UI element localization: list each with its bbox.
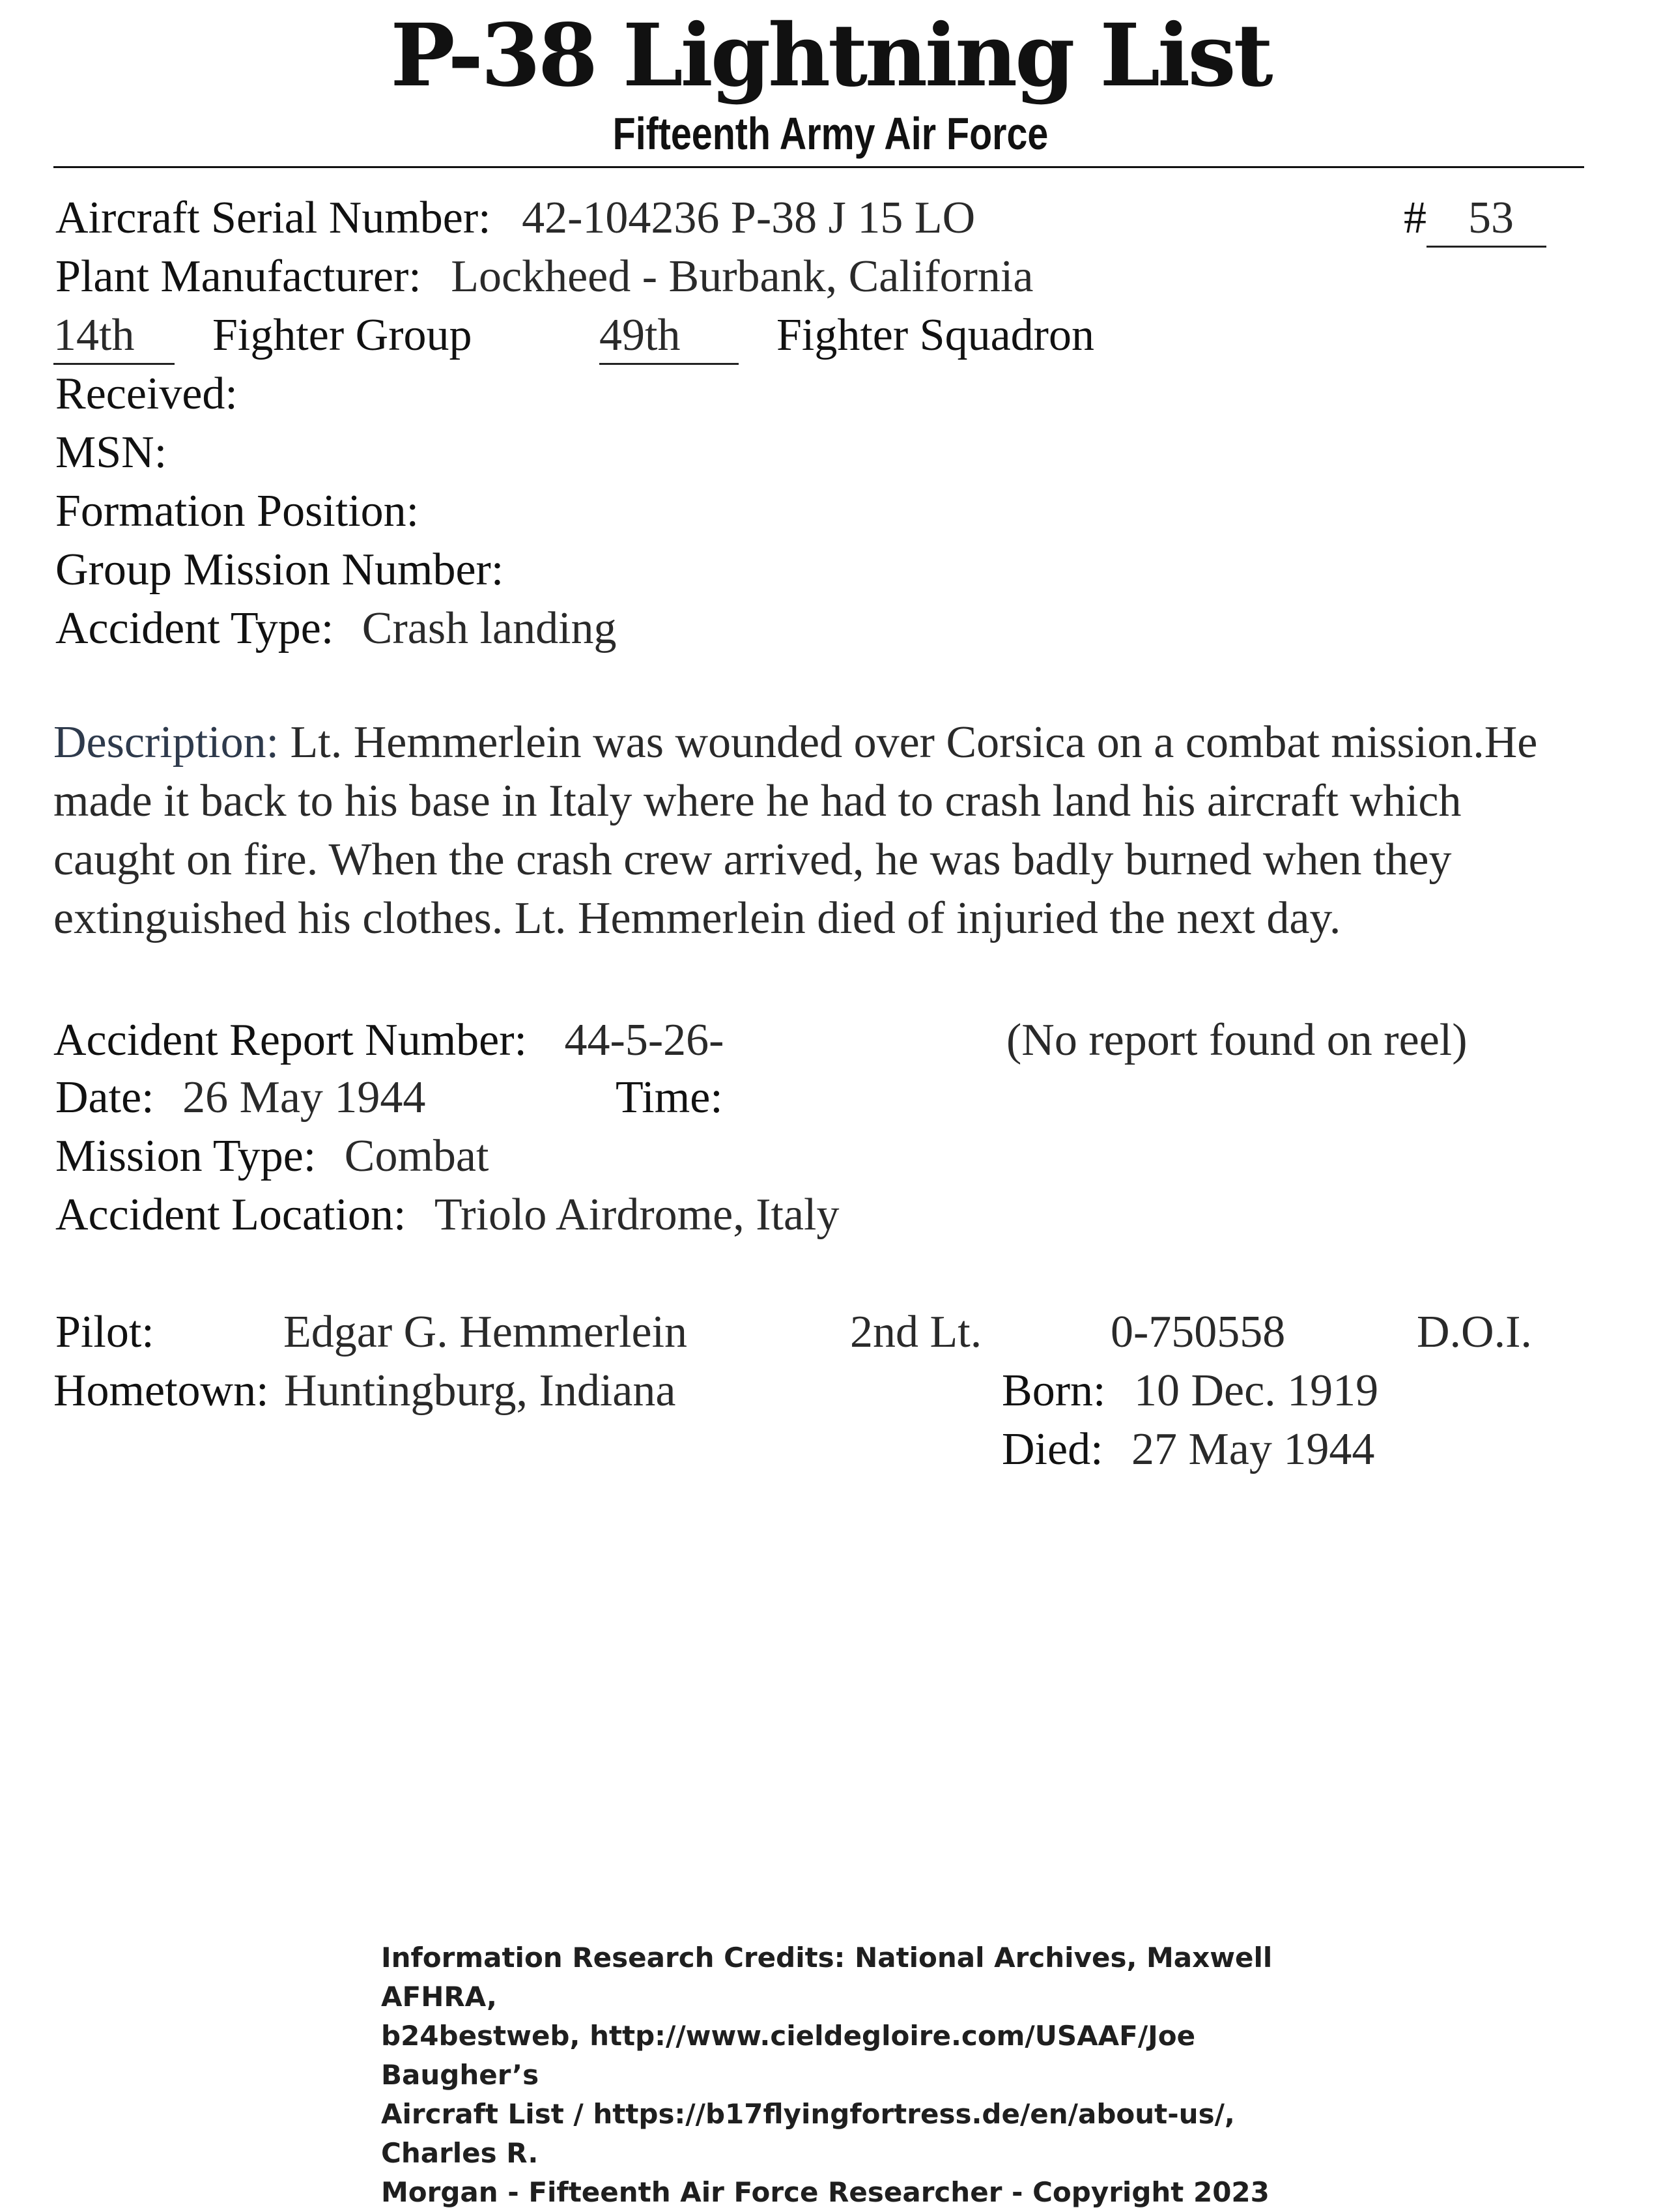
hometown-value: Huntingburg, Indiana (284, 1366, 676, 1416)
mission-type-value: Combat (344, 1131, 489, 1181)
credits-line: Information Research Credits: National Archives, Maxwell AFHRA, (381, 1942, 1273, 2013)
time-label: Time: (616, 1072, 723, 1123)
received-label: Received: (55, 369, 238, 419)
fighter-squadron-label: Fighter Squadron (776, 310, 1094, 360)
record-number (1404, 189, 1546, 248)
born-value: 10 Dec. 1919 (1133, 1366, 1379, 1416)
accident-location-value: Triolo Airdrome, Italy (434, 1190, 840, 1240)
mission-type-row (55, 1127, 489, 1186)
fighter-squadron-value: 49th (599, 308, 739, 365)
serial-value: 42-104236 P-38 J 15 LO (522, 193, 976, 243)
description-label: Description: (53, 717, 279, 768)
page-subtitle: Fifteenth Army Air Force (612, 108, 1049, 159)
died-value: 27 May 1944 (1131, 1424, 1375, 1474)
born-row (1002, 1362, 1378, 1420)
accident-location-label: Accident Location: (55, 1190, 406, 1240)
mission-type-label: Mission Type: (55, 1131, 317, 1181)
date-row (55, 1069, 425, 1127)
squadron-row (599, 306, 1094, 365)
credits-line: Morgan - Fifteenth Air Force Researcher - Copyright 2023 (381, 2176, 1270, 2208)
date-label: Date: (55, 1072, 154, 1123)
credits-line: b24bestweb, http://www.cieldegloire.com/USAAF/Joe Baugher’s (381, 2020, 1196, 2091)
msn-label: MSN: (55, 427, 167, 478)
hometown-row (53, 1362, 675, 1420)
description-text: Lt. Hemmerlein was wounded over Corsica on a combat mission.He made it back to his base in Italy where he had to crash land his aircraft which caught on fire. When the crash crew arrived, he was badly burned when they extinguished his clothes. Lt. Hemmerlein died of injuried the next day. (53, 717, 1538, 943)
report-note: (No report found on reel) (1006, 1015, 1468, 1065)
serial-label: Aircraft Serial Number: (55, 193, 491, 243)
record-number-value: 53 (1427, 191, 1546, 248)
report-number-row (53, 1011, 724, 1070)
hometown-label: Hometown: (53, 1366, 269, 1416)
pilot-label: Pilot: (55, 1307, 154, 1357)
born-label: Born: (1002, 1366, 1106, 1416)
pilot-serial: 0-750558 (1111, 1307, 1286, 1357)
fighter-group-label: Fighter Group (212, 310, 472, 360)
accident-location-row (55, 1186, 839, 1244)
pilot-status: D.O.I. (1417, 1307, 1532, 1357)
died-label: Died: (1002, 1424, 1103, 1474)
pilot-rank: 2nd Lt. (850, 1307, 982, 1357)
credits-line: Aircraft List / https://b17flyingfortress.de/en/about-us/, Charles R. (381, 2098, 1235, 2169)
group-mission-number-label: Group Mission Number: (55, 545, 504, 595)
accident-type-value: Crash landing (362, 603, 617, 654)
page-title: P-38 Lightning List (390, 5, 1271, 106)
description-paragraph (53, 713, 1571, 948)
report-number-value: 44-5-26- (564, 1015, 724, 1065)
formation-position-label: Formation Position: (55, 486, 419, 536)
serial-row (55, 189, 975, 248)
pilot-name: Edgar G. Hemmerlein (283, 1307, 688, 1357)
accident-type-label: Accident Type: (55, 603, 334, 654)
group-row (53, 306, 472, 365)
fighter-group-value: 14th (53, 308, 175, 365)
accident-type-row (55, 599, 617, 658)
manufacturer-row (55, 248, 1033, 306)
date-value: 26 May 1944 (182, 1072, 426, 1123)
research-credits (381, 1938, 1358, 2212)
died-row (1002, 1420, 1374, 1479)
manufacturer-label: Plant Manufacturer: (55, 251, 421, 302)
manufacturer-value: Lockheed - Burbank, California (451, 251, 1034, 302)
record-number-label: # (1404, 193, 1427, 243)
report-number-label: Accident Report Number: (53, 1015, 528, 1065)
header-divider (53, 166, 1584, 168)
